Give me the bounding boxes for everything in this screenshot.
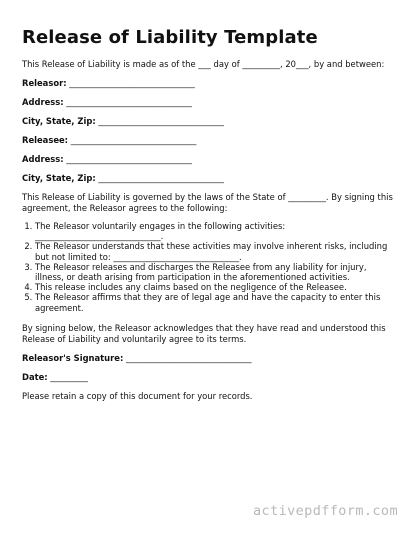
field-label: Releasee: [22,135,69,145]
field-blank: ______________________________ [66,78,195,88]
signature-field [22,353,394,364]
field-label: City, State, Zip: [22,173,96,183]
intro-paragraph: This Release of Liability is made as of the ___ day of _________, 20___, by and between: [22,59,385,69]
date-label: Date: [22,371,48,382]
field-label: Address: [22,97,64,107]
releasor-city-state-zip-field [22,116,394,127]
field-label: Address: [22,154,64,164]
document-title: Release of Liability Template [22,27,318,48]
releasor-name-field [22,78,394,89]
governing-law-paragraph: This Release of Liability is governed by the laws of the State of _________. By signing this agreement, the Releasor agrees to the following: [22,192,393,213]
releasor-address-field [22,97,394,108]
document-page [22,26,394,402]
term-text: The Releasor voluntarily engages in the following activities: [35,221,286,231]
acknowledgment-paragraph: By signing below, the Releasor acknowledges that they have read and understood this Release of Liability and voluntarily agree to its terms. [22,322,386,344]
term-item: 4. This release includes any claims based on the negligence of the Releasee. [35,282,394,292]
term-item: 2. The Releasor understands that these activities may involve inherent risks, including but not limited to: ______________________________. [35,241,394,261]
signature-label: Releasor's Signature: [22,352,124,363]
field-label: City, State, Zip: [22,116,96,126]
field-blank: ______________________________ [68,135,197,145]
field-blank: ______________________________ [63,154,192,164]
signature-blank: ______________________________ [123,352,252,363]
retain-note: Please retain a copy of this document for your records. [22,390,253,401]
date-blank: _________ [47,371,88,382]
term-item [35,221,394,241]
releasee-address-field [22,154,394,165]
field-blank: ______________________________ [63,97,192,107]
field-blank: ______________________________ [95,116,224,126]
releasee-city-state-zip-field [22,173,394,184]
term-blank: ______________________________. [35,231,164,242]
watermark: activepdfform.com [253,503,398,519]
terms-list [22,221,394,313]
date-field [22,372,394,383]
field-blank: ______________________________ [95,173,224,183]
field-label: Releasor: [22,78,67,88]
term-item: 3. The Releasor releases and discharges the Releasee from any liability for injury, illness, or death arising from participation in the aforementioned activities. [35,262,394,282]
releasee-name-field [22,135,394,146]
term-item: 5. The Releasor affirms that they are of legal age and have the capacity to enter this agreement. [35,292,394,312]
